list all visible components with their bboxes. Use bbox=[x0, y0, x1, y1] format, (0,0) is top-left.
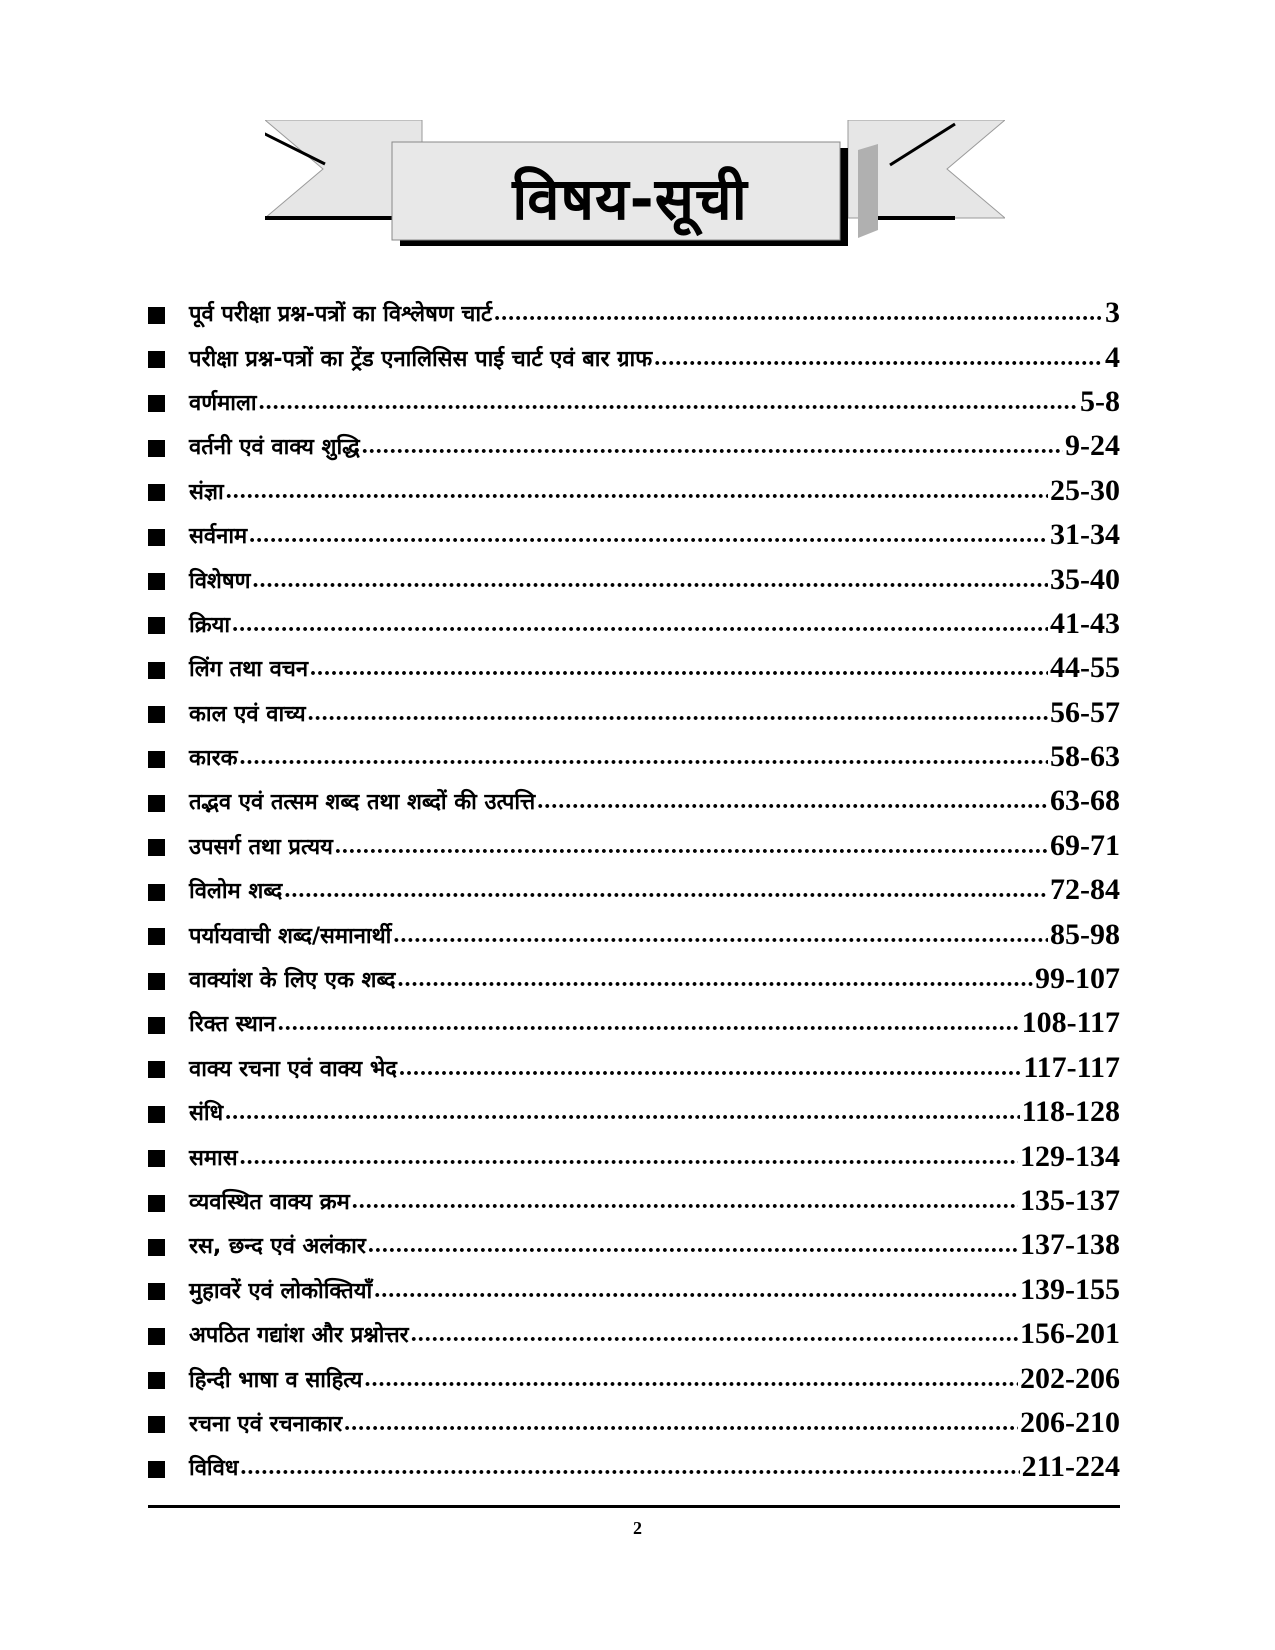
toc-entry-pages: 139-155 bbox=[1020, 1272, 1120, 1306]
toc-entry bbox=[148, 1268, 1120, 1312]
toc-entry-pages: 31-34 bbox=[1050, 518, 1120, 552]
square-bullet-icon bbox=[148, 484, 165, 501]
toc-entry-pages: 25-30 bbox=[1050, 473, 1120, 507]
toc-entry-pages: 56-57 bbox=[1050, 695, 1120, 729]
toc-entry-title: मुहावरें एवं लोकोक्तियाँ bbox=[189, 1278, 373, 1304]
dot-leader bbox=[352, 1186, 1018, 1216]
toc-entry-title: पूर्व परीक्षा प्रश्न-पत्रों का विश्लेषण चार्ट bbox=[189, 302, 493, 328]
toc-entry bbox=[148, 1312, 1120, 1356]
toc-entry-pages: 72-84 bbox=[1050, 873, 1120, 907]
toc-entry-title: काल एवं वाच्य bbox=[189, 701, 306, 727]
toc-entry bbox=[148, 1223, 1120, 1267]
toc-entry-pages: 5-8 bbox=[1080, 384, 1120, 418]
square-bullet-icon bbox=[148, 1372, 165, 1389]
toc-entry-pages: 108-117 bbox=[1021, 1006, 1120, 1040]
dot-leader bbox=[240, 1452, 1019, 1482]
toc-entry-pages: 118-128 bbox=[1021, 1095, 1120, 1129]
toc-entry-title: हिन्दी भाषा व साहित्य bbox=[189, 1367, 363, 1393]
dot-leader bbox=[374, 1275, 1018, 1305]
toc-entry-title: लिंग तथा वचन bbox=[189, 657, 309, 683]
toc-entry bbox=[148, 513, 1120, 557]
toc-entry bbox=[148, 602, 1120, 646]
toc-entry-pages: 137-138 bbox=[1020, 1228, 1120, 1262]
square-bullet-icon bbox=[148, 706, 165, 723]
toc-entry bbox=[148, 469, 1120, 513]
square-bullet-icon bbox=[148, 1283, 165, 1300]
toc-entry bbox=[148, 868, 1120, 912]
dot-leader bbox=[654, 343, 1103, 373]
square-bullet-icon bbox=[148, 307, 165, 324]
toc-entry-title: वर्तनी एवं वाक्य शुद्धि bbox=[189, 435, 360, 461]
toc-entry bbox=[148, 1179, 1120, 1223]
toc-entry-title: वाक्यांश के लिए एक शब्द bbox=[189, 968, 396, 994]
toc-entry-title: व्यवस्थित वाक्य क्रम bbox=[189, 1190, 350, 1215]
toc-entry-pages: 156-201 bbox=[1020, 1317, 1120, 1351]
square-bullet-icon bbox=[148, 1328, 165, 1345]
toc-entry bbox=[148, 1090, 1120, 1134]
toc-entry bbox=[148, 691, 1120, 735]
square-bullet-icon bbox=[148, 440, 165, 457]
toc-entry-pages: 135-137 bbox=[1020, 1184, 1120, 1217]
square-bullet-icon bbox=[148, 751, 165, 768]
toc-entry-title: अपठित गद्यांश और प्रश्नोत्तर bbox=[189, 1323, 409, 1349]
square-bullet-icon bbox=[148, 884, 165, 901]
dot-leader bbox=[362, 431, 1063, 461]
toc-entry-title: रिक्त स्थान bbox=[189, 1012, 276, 1038]
square-bullet-icon bbox=[148, 795, 165, 812]
square-bullet-icon bbox=[148, 973, 165, 990]
dot-leader bbox=[393, 920, 1048, 950]
toc-entry bbox=[148, 646, 1120, 690]
toc-entry-title: समास bbox=[189, 1145, 238, 1171]
square-bullet-icon bbox=[148, 839, 165, 856]
toc-entry-title: क्रिया bbox=[189, 612, 231, 638]
dot-leader bbox=[397, 964, 1033, 994]
dot-leader bbox=[259, 387, 1078, 417]
table-of-contents bbox=[148, 291, 1120, 1490]
dot-leader bbox=[240, 742, 1049, 772]
dot-leader bbox=[225, 1097, 1020, 1127]
toc-entry-title: उपसर्ग तथा प्रत्यय bbox=[189, 834, 333, 860]
toc-entry-title: तद्भव एवं तत्सम शब्द तथा शब्दों की उत्पत्ति bbox=[189, 790, 536, 816]
dot-leader bbox=[310, 653, 1048, 683]
toc-entry-pages: 9-24 bbox=[1065, 429, 1120, 463]
square-bullet-icon bbox=[148, 928, 165, 945]
toc-entry bbox=[148, 1046, 1120, 1090]
toc-entry-title: विविध bbox=[189, 1456, 239, 1482]
toc-entry bbox=[148, 1001, 1120, 1045]
square-bullet-icon bbox=[148, 395, 165, 412]
toc-entry-pages: 117-117 bbox=[1023, 1050, 1120, 1084]
toc-entry bbox=[148, 291, 1120, 335]
toc-entry bbox=[148, 1445, 1120, 1489]
toc-entry-title: संधि bbox=[189, 1101, 224, 1127]
square-bullet-icon bbox=[148, 1061, 165, 1078]
dot-leader bbox=[399, 1053, 1021, 1083]
toc-entry-pages: 206-210 bbox=[1020, 1405, 1120, 1439]
square-bullet-icon bbox=[148, 351, 165, 368]
toc-entry-pages: 63-68 bbox=[1050, 784, 1120, 818]
toc-entry bbox=[148, 1134, 1120, 1178]
dot-leader bbox=[344, 1408, 1018, 1438]
toc-entry-title: परीक्षा प्रश्न-पत्रों का ट्रेंड एनालिसिस पाई चार्ट एवं बार ग्राफ bbox=[189, 346, 653, 372]
toc-entry bbox=[148, 1401, 1120, 1445]
toc-entry bbox=[148, 735, 1120, 779]
toc-entry-title: संज्ञा bbox=[189, 479, 224, 505]
dot-leader bbox=[226, 476, 1048, 506]
toc-entry-title: रस, छन्द एवं अलंकार bbox=[189, 1234, 366, 1260]
toc-entry bbox=[148, 957, 1120, 1001]
square-bullet-icon bbox=[148, 529, 165, 546]
square-bullet-icon bbox=[148, 573, 165, 590]
square-bullet-icon bbox=[148, 1195, 165, 1212]
dot-leader bbox=[308, 698, 1048, 728]
square-bullet-icon bbox=[148, 1017, 165, 1034]
square-bullet-icon bbox=[148, 1150, 165, 1167]
toc-entry-pages: 41-43 bbox=[1050, 606, 1120, 640]
toc-entry bbox=[148, 380, 1120, 424]
toc-entry-title: वर्णमाला bbox=[189, 390, 257, 416]
square-bullet-icon bbox=[148, 617, 165, 634]
page-number: 2 bbox=[633, 1518, 642, 1538]
toc-entry-title: विलोम शब्द bbox=[189, 879, 283, 905]
square-bullet-icon bbox=[148, 1416, 165, 1433]
dot-leader bbox=[364, 1364, 1018, 1394]
dot-leader bbox=[249, 520, 1048, 550]
toc-entry bbox=[148, 824, 1120, 868]
square-bullet-icon bbox=[148, 1106, 165, 1123]
dot-leader bbox=[494, 298, 1103, 328]
toc-entry-pages: 58-63 bbox=[1050, 740, 1120, 774]
toc-entry-pages: 85-98 bbox=[1050, 917, 1120, 951]
toc-entry-title: रचना एवं रचनाकार bbox=[189, 1411, 343, 1437]
toc-entry bbox=[148, 557, 1120, 601]
footer-divider bbox=[148, 1505, 1120, 1508]
square-bullet-icon bbox=[148, 1461, 165, 1478]
toc-entry-title: वाक्य रचना एवं वाक्य भेद bbox=[189, 1056, 397, 1082]
toc-entry-title: पर्यायवाची शब्द/समानार्थी bbox=[189, 923, 392, 949]
toc-entry-pages: 4 bbox=[1105, 340, 1120, 374]
toc-entry bbox=[148, 424, 1120, 468]
toc-entry-pages: 3 bbox=[1105, 296, 1120, 330]
toc-entry-pages: 129-134 bbox=[1020, 1139, 1120, 1173]
dot-leader bbox=[278, 1008, 1020, 1038]
square-bullet-icon bbox=[148, 662, 165, 679]
dot-leader bbox=[537, 786, 1048, 816]
toc-entry bbox=[148, 912, 1120, 956]
square-bullet-icon bbox=[148, 1239, 165, 1256]
toc-entry-pages: 211-224 bbox=[1021, 1450, 1120, 1484]
dot-leader bbox=[411, 1319, 1018, 1349]
toc-entry-pages: 69-71 bbox=[1050, 828, 1120, 862]
toc-entry-title: सर्वनाम bbox=[189, 524, 248, 550]
toc-entry bbox=[148, 779, 1120, 823]
toc-entry-title: विशेषण bbox=[189, 568, 251, 594]
toc-entry bbox=[148, 335, 1120, 379]
dot-leader bbox=[232, 609, 1048, 639]
toc-entry bbox=[148, 1356, 1120, 1400]
toc-entry-pages: 202-206 bbox=[1020, 1361, 1120, 1395]
toc-entry-pages: 99-107 bbox=[1035, 962, 1120, 996]
dot-leader bbox=[240, 1142, 1018, 1172]
toc-entry-title: कारक bbox=[189, 746, 238, 772]
toc-entry-pages: 35-40 bbox=[1050, 562, 1120, 596]
dot-leader bbox=[284, 875, 1048, 905]
dot-leader bbox=[335, 831, 1048, 861]
page-title: विषय-सूची bbox=[512, 164, 748, 233]
dot-leader bbox=[253, 565, 1048, 595]
dot-leader bbox=[368, 1230, 1018, 1260]
toc-entry-pages: 44-55 bbox=[1050, 651, 1120, 685]
